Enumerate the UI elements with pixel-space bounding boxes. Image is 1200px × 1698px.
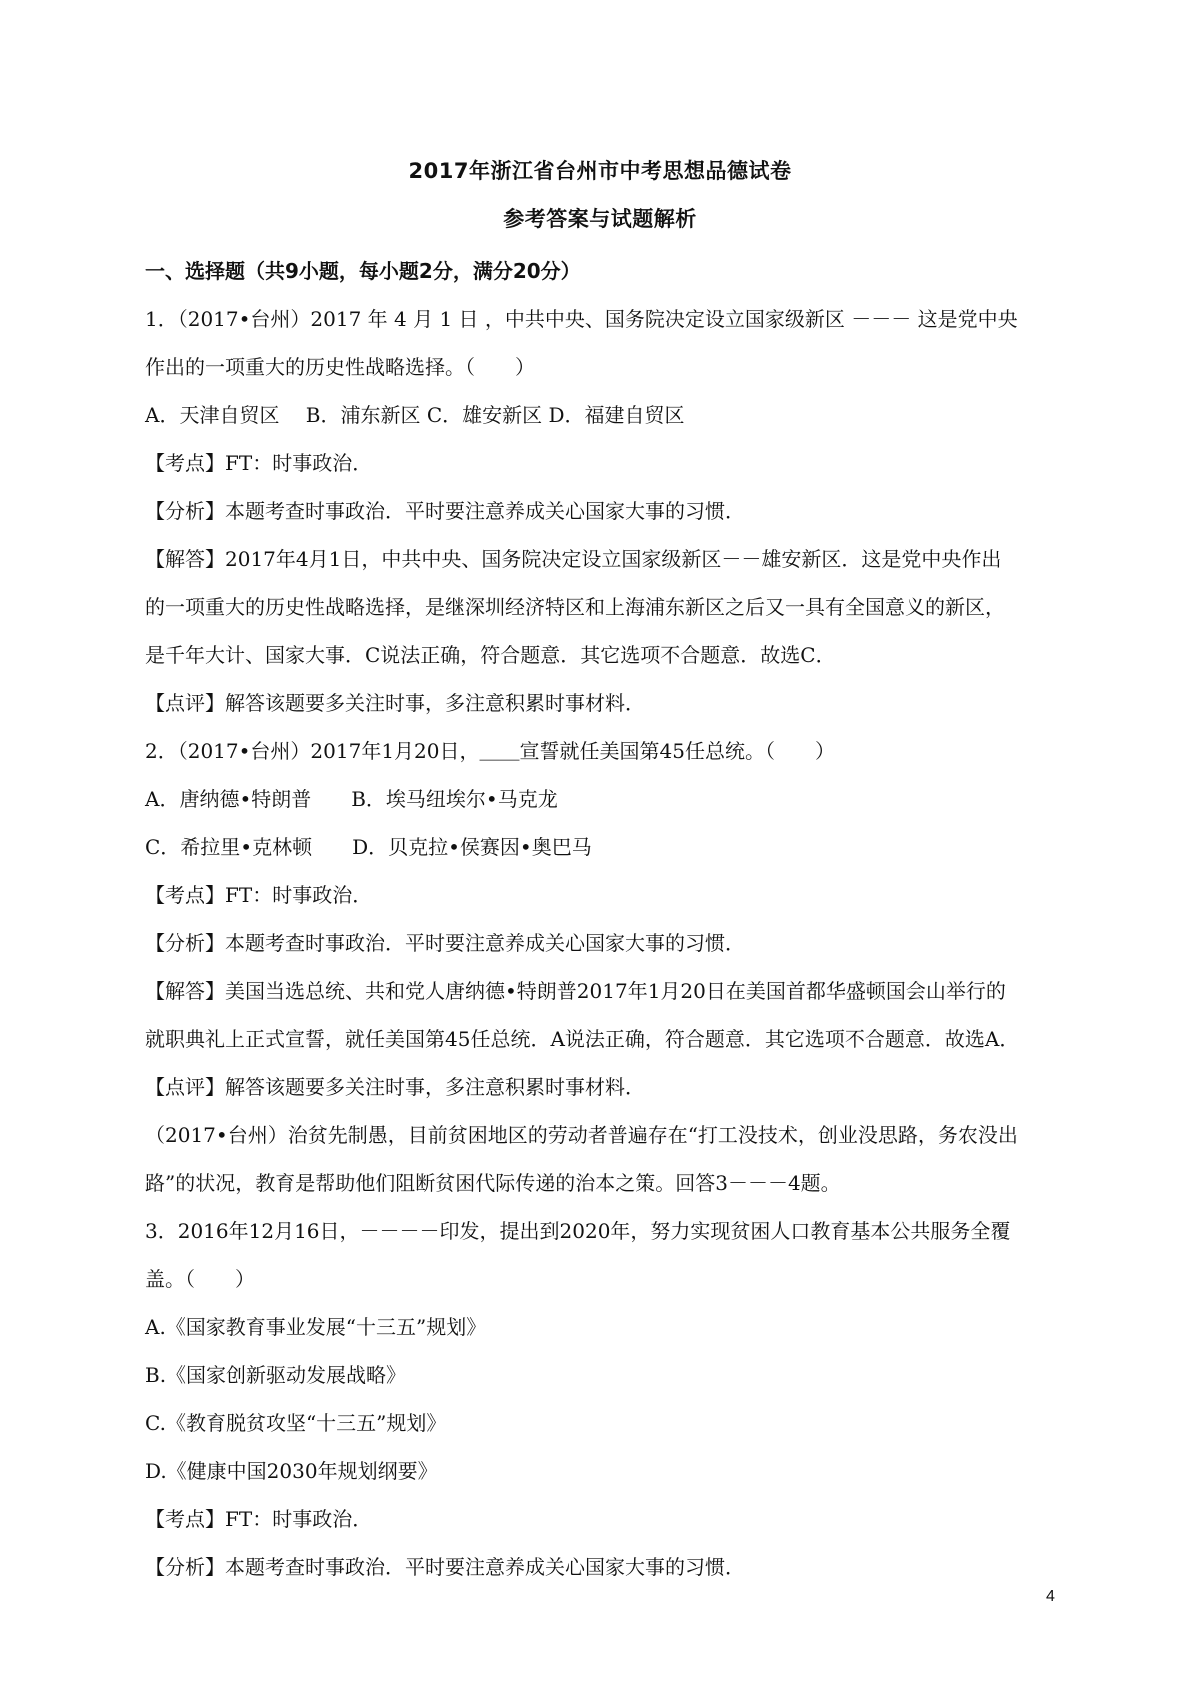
q3-stem-line-1: 3．2016年12月16日，－－－－印发，提出到2020年，努力实现贫困人口教育基本公共服务全覆	[145, 1219, 1011, 1243]
q3-stem-line-2: 盖。（ ）	[145, 1267, 255, 1291]
q1-jieda-line-2: 的一项重大的历史性战略选择，是继深圳经济特区和上海浦东新区之后又一具有全国意义的新区，	[145, 595, 1005, 619]
document-title: 2017年浙江省台州市中考思想品德试卷	[408, 159, 792, 183]
q2-dianping: 【点评】解答该题要多关注时事，多注意积累时事材料．	[145, 1075, 645, 1099]
q1-jieda-line-1: 【解答】2017年4月1日，中共中央、国务院决定设立国家级新区－－雄安新区．这是党中央作出	[145, 547, 1002, 571]
document-body	[145, 247, 1065, 1591]
q3-option-c: C.《教育脱贫攻坚“十三五”规划》	[145, 1411, 447, 1435]
q1-jieda-line-3: 是千年大计、国家大事．C说法正确，符合题意．其它选项不合题意．故选C．	[145, 643, 836, 667]
q1-dianping: 【点评】解答该题要多关注时事，多注意积累时事材料．	[145, 691, 645, 715]
material-line-1: （2017•台州）治贫先制愚，目前贫困地区的劳动者普遍存在“打工没技术，创业没思路，务农没出	[145, 1123, 1018, 1147]
q2-stem: 2．（2017•台州）2017年1月20日，＿＿宣誓就任美国第45任总统。（ ）	[145, 739, 835, 763]
q1-fenxi: 【分析】本题考查时事政治．平时要注意养成关心国家大事的习惯．	[145, 499, 745, 523]
q3-fenxi: 【分析】本题考查时事政治．平时要注意养成关心国家大事的习惯．	[145, 1555, 745, 1579]
q2-fenxi: 【分析】本题考查时事政治．平时要注意养成关心国家大事的习惯．	[145, 931, 745, 955]
q3-option-b: B.《国家创新驱动发展战略》	[145, 1363, 407, 1387]
document-subtitle: 参考答案与试题解析	[503, 207, 697, 231]
q2-options-ab: A．唐纳德•特朗普 B．埃马纽埃尔•马克龙	[145, 787, 558, 811]
material-line-2: 路”的状况，教育是帮助他们阻断贫困代际传递的治本之策。回答3－－－4题。	[145, 1171, 841, 1195]
q2-options-cd: C．希拉里•克林顿 D．贝克拉•侯赛因•奥巴马	[145, 835, 592, 859]
q3-option-d: D.《健康中国2030年规划纲要》	[145, 1459, 438, 1483]
q2-kaodian: 【考点】FT：时事政治．	[145, 883, 373, 907]
q1-options: A．天津自贸区 B．浦东新区 C．雄安新区 D．福建自贸区	[145, 403, 685, 427]
q2-jieda-line-2: 就职典礼上正式宣誓，就任美国第45任总统．A说法正确，符合题意．其它选项不合题意．故选A．	[145, 1027, 1020, 1051]
q1-kaodian: 【考点】FT：时事政治．	[145, 451, 373, 475]
section-heading: 一、选择题（共9小题，每小题2分，满分20分）	[145, 259, 581, 283]
q1-stem-line-1: 1．（2017•台州）2017 年 4 月 1 日 ，中共中央、国务院决定设立国家级新区 －－－ 这是党中央	[145, 307, 1018, 331]
q1-stem-line-2: 作出的一项重大的历史性战略选择。（ ）	[145, 355, 535, 379]
q3-kaodian: 【考点】FT：时事政治．	[145, 1507, 373, 1531]
q3-option-a: A.《国家教育事业发展“十三五”规划》	[145, 1315, 487, 1339]
page-number: 4	[1046, 1588, 1055, 1605]
q2-jieda-line-1: 【解答】美国当选总统、共和党人唐纳德•特朗普2017年1月20日在美国首都华盛顿国会山举行的	[145, 979, 1006, 1003]
